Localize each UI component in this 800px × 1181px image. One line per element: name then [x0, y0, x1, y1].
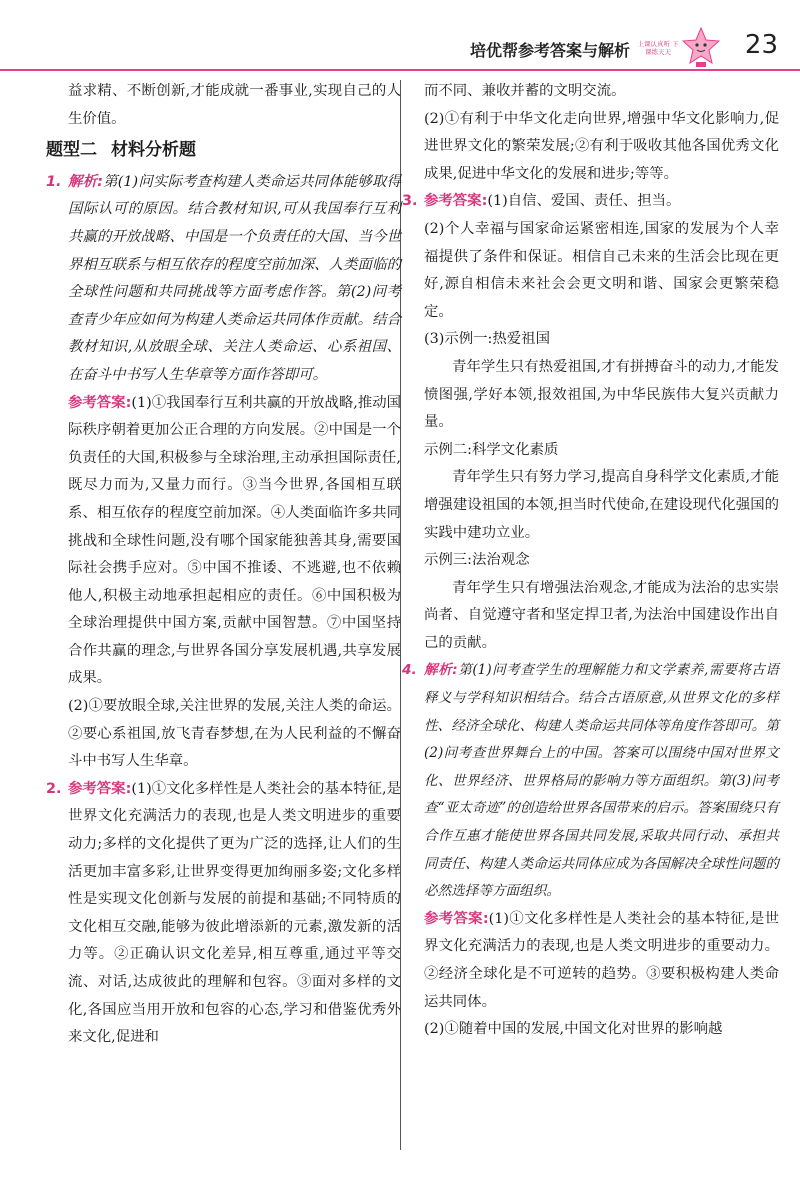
- question-number: 3.: [402, 193, 418, 210]
- answer-text: (1)①文化多样性是人类社会的基本特征,是世界文化充满活力的表现,也是人类文明进步的重要动力;多样的文化提供了更为广泛的选择,让人们的生活更加丰富多彩,让世界变得更加绚丽多姿;文化多样性是实现文化创新与发展的前提和基础;不同特质的文化相互交融,能够为彼此增添新的元素,激发新的活力等。②正确认识文化差异,相互尊重,通过平等交流、对话,达成彼此的理解和包容。③面对多样的文化,各国应当用开放和包容的心态,学习和借鉴优秀外来文化,促进和: [68, 780, 401, 1046]
- star-mascot-icon: [682, 26, 720, 68]
- question-2-answer-2: (2)①有利于中华文化走向世界,增强中华文化影响力,促进世界文化的繁荣发展;②有利于吸收其他各国优秀文化成果,促进中华文化的发展和进步;等等。: [424, 110, 779, 182]
- example-2-title: 示例二:科学文化素质: [424, 441, 559, 458]
- header-slogan: 上课认真听 下课练天天: [637, 40, 679, 56]
- answer-text: (1)自信、爱国、责任、担当。: [487, 193, 681, 210]
- page-number: 23: [744, 30, 778, 60]
- analysis-tag: 解析:: [424, 662, 458, 679]
- analysis-text: 第(1)问实际考查构建人类命运共同体能够取得国际认可的原因。结合教材知识,可从我国奉行互利共赢的开放战略、中国是一个负责任的大国、当今世界相互联系与相互依存的程度空前加深、人类面临的全球性问题和共同挑战等方面考虑作答。第(2)问考查青少年应如何为构建人类命运共同体作贡献。结合教材知识,从放眼全球、关注人类命运、心系祖国、在奋斗中书写人生华章等方面作答即可。: [68, 173, 401, 383]
- section-heading-name: 材料分析题: [111, 140, 196, 161]
- question-4-answer-1: [424, 906, 779, 1016]
- section-heading-type: 题型二: [46, 140, 97, 161]
- answer-tag: 参考答案:: [68, 394, 132, 411]
- answer-tag: 参考答案:: [68, 780, 132, 797]
- page-header: [0, 0, 800, 70]
- question-1-answer-1: [46, 390, 401, 694]
- question-2-answer-1: [46, 776, 401, 1052]
- continued-text: 益求精、不断创新,才能成就一番事业,实现自己的人生价值。: [68, 83, 401, 127]
- example-3-body: 青年学生只有增强法治观念,才能成为法治的忠实崇尚者、自觉遵守者和坚定捍卫者,为法治中国建设作出自己的贡献。: [424, 579, 779, 651]
- question-1-answer-2: (2)①要放眼全球,关注世界的发展,关注人类的命运。②要心系祖国,放飞青春梦想,在为人民利益的不懈奋斗中书写人生华章。: [68, 698, 401, 770]
- question-3-answer-2: (2)个人幸福与国家命运紧密相连,国家的发展为个人幸福提供了条件和保证。相信自己未来的生活会比现在更好,源自相信未来社会会更文明和谐、国家会更繁荣稳定。: [424, 220, 779, 320]
- left-column: [46, 78, 401, 1052]
- question-1-analysis: [46, 169, 401, 390]
- question-3-answer-1: [402, 188, 779, 216]
- answer-text: (1)①文化多样性是人类社会的基本特征,是世界文化充满活力的表现,也是人类文明进步的重要动力。②经济全球化是不可逆转的趋势。③要积极构建人类命运共同体。: [424, 910, 779, 1010]
- example-2-body: 青年学生只有努力学习,提高自身科学文化素质,才能增强建设祖国的本领,担当时代使命,在建设现代化强国的实践中建功立业。: [424, 469, 779, 541]
- question-number: 1.: [46, 173, 62, 190]
- answer-text: (1)①我国奉行互利共赢的开放战略,推动国际秩序朝着更加公正合理的方向发展。②中国是一个负责任的大国,积极参与全球治理,主动承担国际责任,既尽力而为,又量力而行。③当今世界,各国相互联系、相互依存的程度空前加深。④人类面临许多共同挑战和全球性问题,没有哪个国家能独善其身,需要国际社会携手应对。⑤中国不推诿、不逃避,也不依赖他人,积极主动地承担起相应的责任。⑥中国积极为全球治理提供中国方案,贡献中国智慧。⑦中国坚持合作共赢的理念,与世界各国分享发展机遇,共享发展成果。: [68, 394, 401, 687]
- continued-text: 而不同、兼收并蓄的文明交流。: [424, 83, 626, 99]
- section-heading: [46, 137, 401, 165]
- header-title: 培优帮参考答案与解析: [469, 41, 630, 60]
- question-number: 2.: [46, 780, 62, 797]
- example-1-body: 青年学生只有热爱祖国,才有拼搏奋斗的动力,才能发愤图强,学好本领,报效祖国,为中华民族伟大复兴贡献力量。: [424, 358, 779, 431]
- example-1-title: (3)示例一:热爱祖国: [424, 331, 550, 348]
- analysis-text: 第(1)问考查学生的理解能力和文学素养,需要将古语释义与学科知识相结合。结合古语原意,从世界文化的多样性、经济全球化、构建人类命运共同体等角度作答即可。第(2)问考查世界舞台上的中国。答案可以围绕中国对世界文化、世界经济、世界格局的影响力等方面组织。第(3)问考查“亚太奇迹”的创造给世界各国带来的启示。答案围绕只有合作互惠才能使世界各国共同发展,采取共同行动、承担共同责任、构建人类命运共同体应成为各国解决全球性问题的必然选择等方面组织。: [424, 662, 780, 900]
- question-number: 4.: [402, 662, 417, 679]
- answer-tag: 参考答案:: [424, 193, 488, 210]
- example-3-title: 示例三:法治观念: [424, 552, 530, 569]
- question-4-analysis: [402, 657, 779, 905]
- question-4-answer-2: (2)①随着中国的发展,中国文化对世界的影响越: [424, 1021, 723, 1038]
- header-rule: [0, 69, 800, 71]
- right-column: [402, 78, 780, 1044]
- analysis-tag: 解析:: [68, 173, 103, 190]
- answer-tag: 参考答案:: [424, 910, 489, 927]
